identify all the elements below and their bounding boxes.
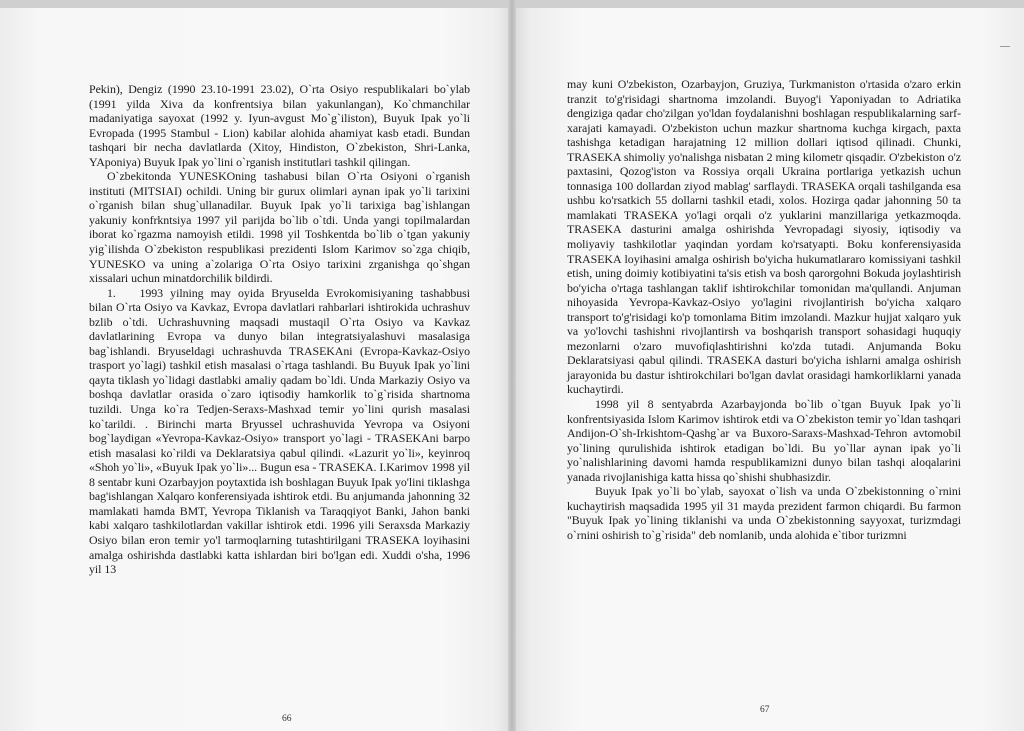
left-paragraph-1: Pekin), Dengiz (1990 23.10-1991 23.02), O`rta Osiyo respublikalari bo`ylab (1991 yilda Xiva da konfrentsiya bilan yakunlangan), Ko`chmanchilar madaniyatiga sayoxat (1992 y. Iyun-avgust Mo`g`iliston), Buyuk Ipak yo`li Evropada (1995 Stambul - Lion) kabilar alohida ahamiyat kasb etadi. Bundan tashqari bir necha davlatlarda (Xitoy, Hindiston, O`zbekiston, Shri-Lanka, YAponiya) Buyuk Ipak yo`lini o`rganish institutlari tashkil qilingan. bbox=[89, 82, 470, 169]
left-paragraph-3: 1. 1993 yilning may oyida Bryuselda Evrokomisiyaning tashabbusi bilan O`rta Osiyo va Kavkaz, Evropa davlatlari rahbarlari ishtirokida uchrashuv bzlib o`tdi. Uchrashuvning maqsadi mustaqil O`rta Osiyo va Kavkaz davlatlarining Evropa va dunyo bilan integratsiyalashuvi masalasiga bag`ishlandi. Bryuseldagi uchrashuvda TRASEKAni (Evropa-Kavkaz-Osiyo trasport yo`lagi) tashkil etish masalasi o`rtaga tashlandi. Bu Buyuk Ipak yo`lini qayta tiklash yo`lidagi dastlabki amaliy qadam bo`ldi. Unda Markaziy Osiyo va boshqa davlatlar orasida o`zaro iqtisodiy hamkorlik to`g`risida shartnoma tuzildi. Unga ko`ra Tedjen-Seraxs-Mashxad temir yo`lini qurish masalasi ko`tarildi. . Birinchi marta Bryussel uchrashuvida Yevropa va Osiyoni bog`laydigan «Yevropa-Kavkaz-Osiyo» transport yo`lagi - TRASEKAni barpo etish masalasi ko`rildi va Deklaratsiya qabul qilindi. «Lazurit yo`li», keyinroq «Shoh yo`li», «Buyuk Ipak yo`li»... Bugun esa - TRASEKA. I.Karimov 1998 yil 8 sentabr kuni Ozarbayjon poytaxtida ish boshlagan Buyuk Ipak yo'lini tiklashga bag'ishlangan Xalqaro konferensiyada ishtirok etdi. Bu anjumanda jahonning 32 mamlakati hamda BMT, Yevropa Tiklanish va Taraqqiyot Banki, Jahon banki kabi xalqaro tashkilotlardan vakillar ishtirok etdi. 1996 yili Seraxsda Markaziy Osiyo bilan eron temir yo'l tarmoqlarning tutashtirilgani TRASEKA loyihasini amalga oshirishda dastlabki katta ishlardan biri bo'lgan edi. Xuddi o'sha, 1996 yil 13 bbox=[89, 285, 470, 577]
right-page-text bbox=[567, 77, 961, 543]
left-page bbox=[0, 8, 512, 731]
right-page bbox=[512, 8, 1024, 731]
book-gutter bbox=[508, 0, 516, 731]
right-paragraph-3: Buyuk Ipak yo`li bo`ylab, sayoxat o`lish va unda O`zbekistonning o`rnini kuchaytirish maqsadida 1995 yil 31 mayda prezident farmon chiqardi. Bu farmon "Buyuk Ipak yo`lining tiklanishi va unda O`zbekistonning sayyoxat, turizmdagi o`rnini oshirish to`g`risida" deb nomlanib, unda alohida e`tibor turizmni bbox=[567, 484, 961, 542]
right-paragraph-2: 1998 yil 8 sentyabrda Azarbayjonda bo`lib o`tgan Buyuk Ipak yo`li konfrentsiyasida Islom Karimov ishtirok etdi va O`zbekiston temir yo`ldan tashqari Andijon-O`sh-Irkishtom-Qashg`ar va Buxoro-Saraxs-Mashxad-Tehron avtomobil yo`lining qurulishida ishtirok etadigan bo`ldi. Bu yo`llar aynan ipak yo`li yo`nalishlarining davomi hamda respublikamizni dunyo bilan tashqi aloqalarini yanada rivojlanishiga katta hissa qo`shishi shubhasizdir. bbox=[567, 397, 961, 484]
left-page-text bbox=[89, 82, 470, 577]
right-paragraph-1: may kuni O'zbekiston, Ozarbayjon, Gruziya, Turkmaniston o'rtasida o'zaro erkin tranzit to'g'risidagi shartnoma imzolandi. Buyog'i Yaponiyadan to Adriatika dengiziga qadar cho'zilgan yo'ldan foydalanishni boshlagan respublikalarning sarf-xarajati kamayadi. O'zbekiston uchun mazkur shartnoma kuchga kirgach, paxta tashishga ketadigan harajatning 12 million dollari iqtisod qilinadi. Chunki, TRASEKA shimoliy yo'nalishga nisbatan 2 ming kilometr qisqadir. O'zbekiston o'z paxtasini, Qozog'iston va Rossiya orqali Ukraina portlariga yetkazish uchun tonnasiga 100 dollardan ziyod mablag' sarflaydi. TRASEKA orqali tashilganda esa ushbu ko'rsatkich 55 dollarni tashkil etadi, xolos. Hozirga qadar jahonning 50 ta mamlakati TRASEKA yo'lagi orqali o'z yuklarini manzillariga yetkazmoqda. TRASEKA dasturini amalga oshirishda Yevropadagi siyosiy, iqtisodiy va moliyaviy tashkilotlar yaqindan yordam ko'rsatyapti. Boku konferensiyasida TRASEKA loyihasini amalga oshirish bo'yicha hukumatlararo komissiyani tashkil etish, uning doimiy kotibiyatini ta'sis etish va bosh qarorgohni Bokuda joylashtirish bo'yicha o'rtaga tashlangan taklif ishtirokchilar tomonidan ma'qullandi. Anjuman nihoyasida Yevropa-Kavkaz-Osiyo yo'lagini rivojlantirish bo'yicha xalqaro transport to'g'risidagi ko'p tomonlama Bitim imzolandi. Mazkur hujjat xalqaro yuk va yo'lovchi tashishni rivojlantirsh va boshqarish transport sohasidagi huquqiy mezonlarni o'zaro muvofiqlashtirishni ko'zda tutadi. Anjumanda Boku Deklaratsiyasi qabul qilindi. TRASEKA dasturi bo'yicha ishlarni amalga oshirish jarayonida bu dastur ishtirokchilari bo'lgan davlat orasidagi hamkorliklarni yanada kuchaytirdi. bbox=[567, 77, 961, 397]
page-number-left: 66 bbox=[282, 714, 292, 724]
scan-mark bbox=[1000, 46, 1010, 47]
left-paragraph-2: O`zbekitonda YUNESKOning tashabusi bilan O`rta Osiyoni o`rganish instituti (MITSIAI) ochildi. Uning bir gurux olimlari aynan ipak yo`li tarixini o`rganish bilan shug`ullanadilar. Buyuk Ipak yo`li tarixiga bag`ishlangan yakuniy konfrkntsiya 1997 yil parijda bo`lib o`tdi. Unda yangi topilmalardan iborat ko`rgazma namoyish etildi. 1998 yil Toshkentda bo`lib o`tgan yakuniy yig`ilishda O`zbekiston respublikasi prezidenti Islom Karimov so`zga chiqib, YUNESKO va uning a`zolariga O`rta Osiyo tarixini zrganishga qo`shgan xissalari uchun minatdorchilik bildirdi. bbox=[89, 169, 470, 286]
page-number-right: 67 bbox=[760, 705, 770, 715]
